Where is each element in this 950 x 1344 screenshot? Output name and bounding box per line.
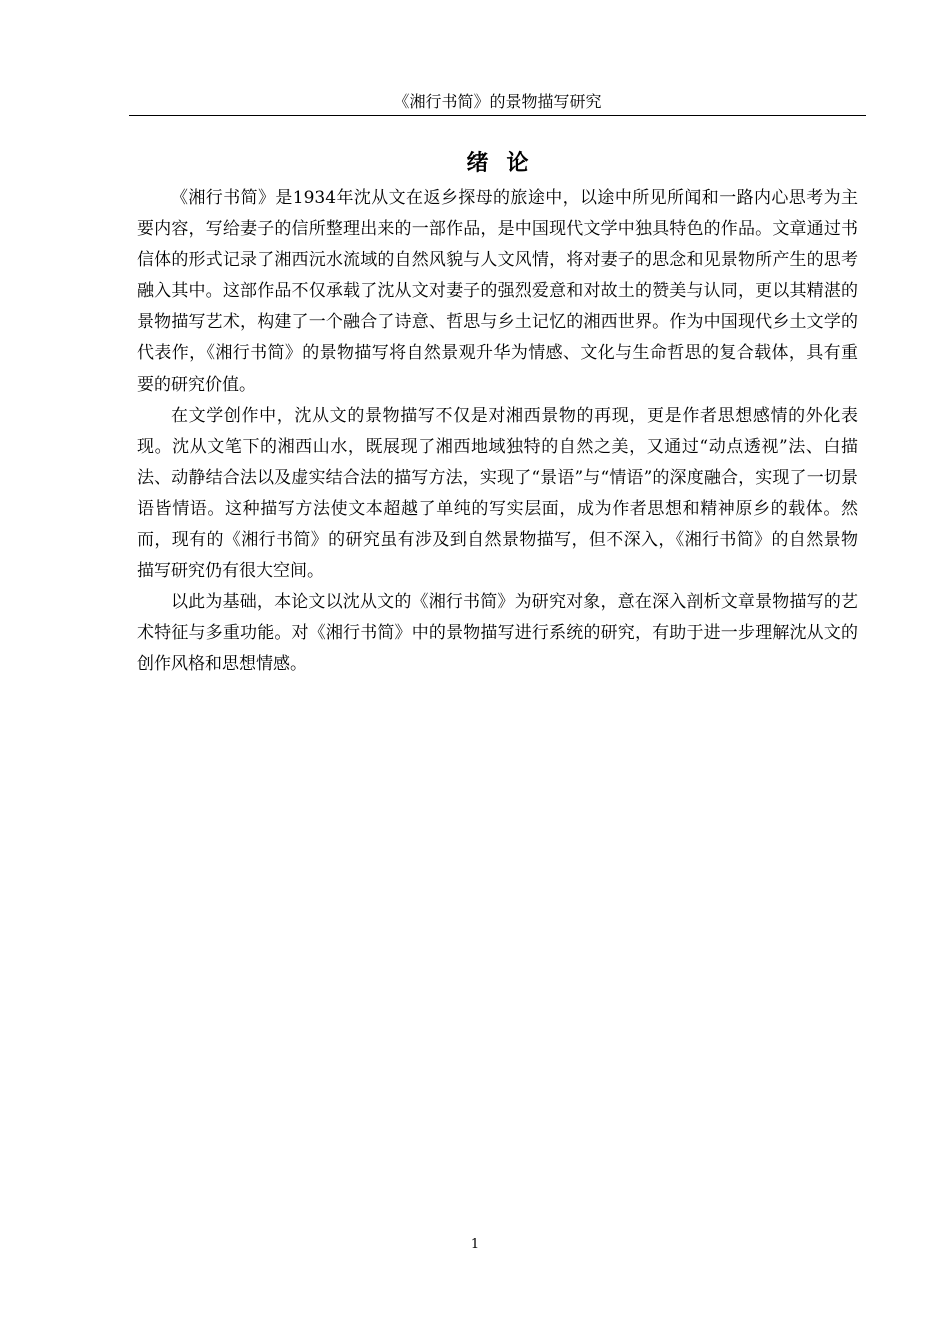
header-rule (129, 115, 866, 116)
paragraph-method: 在文学创作中，沈从文的景物描写不仅是对湘西景物的再现，更是作者思想感情的外化表现。沈从文笔下的湘西山水，既展现了湘西地域独特的自然之美，又通过“动点透视”法、白描法、动静结合法以及虚实结合法的描写方法，实现了“景语”与“情语”的深度融合，实现了一切景语皆情语。这种描写方法使文本超越了单纯的写实层面，成为作者思想和精神原乡的载体。然而，现有的《湘行书简》的研究虽有涉及到自然景物描写，但不深入，《湘行书简》的自然景物描写研究仍有很大空间。 (137, 405, 858, 582)
body-text (137, 183, 858, 681)
page-number: 1 (470, 1237, 480, 1252)
running-header: 《湘行书简》的景物描写研究 (393, 92, 602, 111)
paragraph-intro: 《湘行书简》是1934年沈从文在返乡探母的旅途中，以途中所见所闻和一路内心思考为主要内容，写给妻子的信所整理出来的一部作品，是中国现代文学中独具特色的作品。文章通过书信体的形式记录了湘西沅水流域的自然风貌与人文风情，将对妻子的思念和见景物所产生的思考融入其中。这部作品不仅承载了沈从文对妻子的强烈爱意和对故土的赞美与认同，更以其精湛的景物描写艺术，构建了一个融合了诗意、哲思与乡土记忆的湘西世界。作为中国现代乡土文学的代表作，《湘行书简》的景物描写将自然景观升华为情感、文化与生命哲思的复合载体，具有重要的研究价值。 (137, 188, 858, 395)
section-title: 绪论 (466, 151, 547, 176)
paragraph-purpose: 以此为基础，本论文以沈从文的《湘行书简》为研究对象，意在深入剖析文章景物描写的艺术特征与多重功能。对《湘行书简》中的景物描写进行系统的研究，有助于进一步理解沈从文的创作风格和思想情感。 (137, 592, 858, 675)
